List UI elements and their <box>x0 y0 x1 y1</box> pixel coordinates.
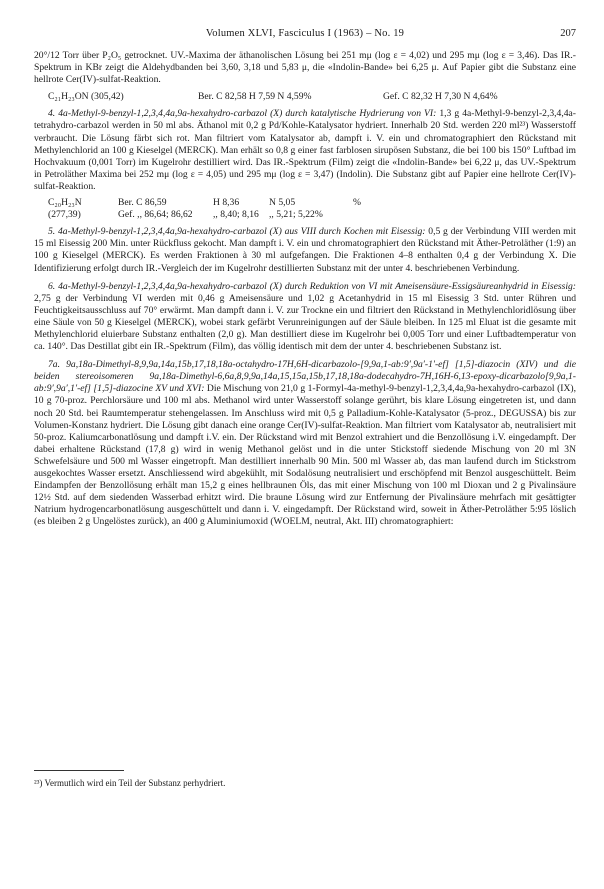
running-header <box>34 28 576 42</box>
page-number: 207 <box>560 28 576 39</box>
paragraph-6 <box>34 281 576 354</box>
paragraph-6-title: 6. 4a-Methyl-9-benzyl-1,2,3,4,4a,9a-hexahydro-carbazol (X) durch Reduktion von VI mit Ameisensäure-Essigsäureanhydrid in Eisessig: <box>48 280 576 292</box>
paragraph-5 <box>34 226 576 274</box>
paragraph-4 <box>34 108 576 193</box>
analysis-row-found <box>48 209 361 221</box>
paragraph-7-text: Die Mischung von 21,0 g 1-Formyl-4a-methyl-9-benzyl-1,2,3,4,4a,9a-hexahydro-carbazol (IX), 10 g 70-proz. Perchlorsäure und 100 ml abs. Methanol wird unter Wasserstoff solange gerührt, bis klare Lösung eingetreten ist, und dann noch 20 Std. bei Raumtemperatur stehengelassen. Im Anschluss wird mit 0,5 g Palladium-Kohle-Katalysator (5-proz., DEGUSSA) bis zur Volumen-Konstanz hydriert. Die Lösung gibt danach eine orange Cer(IV)-sulfat-Reaktion. Man filtriert vom Katalysator ab, neutralisiert mit 50-proz. Kaliumcarbonatlösung und dampft i.V. ein. Der Rückstand wird mit Benzol extrahiert und die Benzollösung i.V. eingedampft. Der dabei erhaltene Rückstand (17,8 g) wird in wenig Methanol gelöst und in die unter Stickstoff siedende Mischung von 20 ml 3N Schwefelsäure und 500 ml Wasser eingetropft. Man destilliert innerhalb 90 Min. 500 ml Wasser ab, das man laufend durch im Stickstrom ausgekochtes Wasser ersetzt. Anschliessend wird abgekühlt, mit Sodalösung neutralisiert und erschöpfend mit Benzol ausgeschüttelt. Beim Eindampfen der Benzollösung erhält man 15,2 g eines hellbraunen Öls, das mit einer Mischung von 100 ml Dioxan und 2 g Pivalinsäure 12½ Std. auf dem siedenden Wasserbad erhitzt wird. Die braune Lösung wird zur Entfernung der Pivalinsäure mehrfach mit gesättigter Natrium hydrogencarbonatlösung ausgeschüttelt und dann i. V. eingedampft. Der Rückstand wird, soweit in Äther-Petroläther 5:95 löslich (es bleiben 2 g Ungelöstes zurück), an 400 g Aluminiumoxid (WOELM, neutral, Akt. III) chromatographiert: <box>34 383 576 528</box>
elemental-analysis-1 <box>48 91 576 103</box>
paragraph-5-title: 5. 4a-Methyl-9-benzyl-1,2,3,4,4a,9a-hexahydro-carbazol (X) aus VIII durch Kochen mit Eisessig: <box>48 226 426 238</box>
elemental-analysis-2 <box>48 197 361 221</box>
analysis-gef-n: ,, 5,21; 5,22% <box>269 209 323 221</box>
analysis-ber-h: H 8,36 <box>213 197 240 209</box>
paragraph-4-title: 4. 4a-Methyl-9-benzyl-1,2,3,4,4a,9a-hexahydro-carbazol (X) durch katalytische Hydrierung von VI: <box>48 108 437 120</box>
paragraph-7-title: 7a. 9a,18a-Dimethyl-8,9,9a,14a,15b,17,18,18a-octahydro-17H,6H-dicarbazolo-[9,9a,1-ab:9′,9a′-1′-ef] [1,5]-diazocin (XIV) und die beiden stereoisomeren 9a,18a-Dimethyl-6,6a,8,9,9a,14a,15,15a,15b,17,18,18a-dodecahydro-7H,16H-6,13-epoxy-dicarbazolo[9,9a,1-ab:9′,9a′,1′-ef] [1,5]-diazocine XV und XVI: <box>34 359 576 395</box>
running-title: Volumen XLVI, Fasciculus I (1963) – No. 19 <box>205 28 405 39</box>
analysis-row-calculated <box>48 197 361 209</box>
paragraph-5-text: 0,5 g der Verbindung VIII werden mit 15 ml Eisessig 200 Min. unter Rückfluss gekocht. Man dampft i. V. ein und chromatographiert den Rückstand mit Äther-Petroläther (1:9) an 100 g Kieselgel (MERCK). Es werden Fraktionen à 30 ml aufgefangen. Die Fraktionen 4–8 enthalten 0,4 g der Verbindung X. Die Identifizierung erfolgt durch IR.-Vergleich der im Kugelrohr destillierten Substanz mit der unter 4. beschriebenen Verbindung. <box>34 226 576 274</box>
paragraph-4-text: 1,3 g 4a-Methyl-9-benzyl-2,3,4,4a-tetrahydro-carbazol werden in 50 ml abs. Äthanol mit 0,2 g Pd/Kohle-Katalysator hydriert. Innerhalb 20 Std. werden 220 ml²³) Wasserstoff verbraucht. Die Lösung färbt sich rot. Man filtriert vom Katalysator ab, dampft i. V. ein und chromatographiert den Rückstand mit Methylenchlorid an 100 g Kieselgel (MERCK). Man erhält so 0,8 g einer fast farblosen sirupösen Substanz, die bei 100 bis 150° Luftbad im Hochvakuum (0,001 Torr) im Kugelrohr destilliert wird. Das IR.-Spektrum (Film) zeigt die «Indolin-Bande» bei 6,22 μ, das UV.-Spektrum in Petroläther Maxima bei 252 mμ (log ε = 4,05) und 295 mμ (log ε = 3,47) (Indolin). Die Substanz gibt auf Papier eine hellrote Cer(IV)-sulfat-Reaktion. <box>34 108 576 192</box>
analysis-mw: (277,39) <box>48 209 81 221</box>
analysis-ber-n: N 5,05 <box>269 197 296 209</box>
paragraph-6-text: 2,75 g der Verbindung VI werden mit 0,46 g Ameisensäure und 1,02 g Acetanhydrid in 15 ml Eisessig 3 Std. unter Rühren und Feuchtigkeitsausschluss auf 70° erwärmt. Man dampft dann i. V. zur Trockne ein und filtriert den Rückstand in Methylenchloridlösung über eine Säule von 50 g Kieselgel (MERCK), wobei stark gefärbt Verunreinigungen auf der Säule bleiben. In 125 ml Eluat ist die gesamte mit Methylenchlorid eluierbare Substanz enthalten (2,0 g). Man destilliert diese im Kugelrohr bei 0,005 Torr und einer Luftbadtemperatur von ca. 140°. Das Destillat gibt ein IR.-Spektrum (Film), das völlig identisch mit dem der unter 4. beschriebenen Substanz ist. <box>34 292 576 353</box>
analysis-formula: C₂₀H₂₃N <box>48 197 82 209</box>
analysis-gef-h: ,, 8,40; 8,16 <box>213 209 259 221</box>
calculated-values-1: Ber. C 82,58 H 7,59 N 4,59% <box>198 91 312 103</box>
footnote-divider <box>34 770 124 771</box>
found-values-1: Gef. C 82,32 H 7,30 N 4,64% <box>383 91 498 103</box>
paragraph-7 <box>34 359 576 528</box>
paragraph-intro: 20°/12 Torr über P₂O₅ getrocknet. UV.-Maxima der äthanolischen Lösung bei 251 mμ (log ε = 4,02) und 295 mμ (log ε = 3,46). Das IR.-Spektrum in KBr zeigt die Aldehydbanden bei 3,60, 3,18 und 5,83 μ, die «Indolin-Bande» bei 6,25 μ. Auf Papier gibt die Substanz eine hellrote Cer(IV)-sulfat-Reaktion. <box>34 50 576 86</box>
formula-1: C₂₁H₂₃ON (305,42) <box>48 91 124 103</box>
analysis-gef-c: Gef. ,, 86,64; 86,62 <box>118 209 193 221</box>
analysis-percent: % <box>353 197 361 209</box>
footnote-23: ²³) Vermutlich wird ein Teil der Substanz perhydriert. <box>34 778 226 788</box>
article-body <box>34 50 576 528</box>
analysis-ber-c: Ber. C 86,59 <box>118 197 167 209</box>
